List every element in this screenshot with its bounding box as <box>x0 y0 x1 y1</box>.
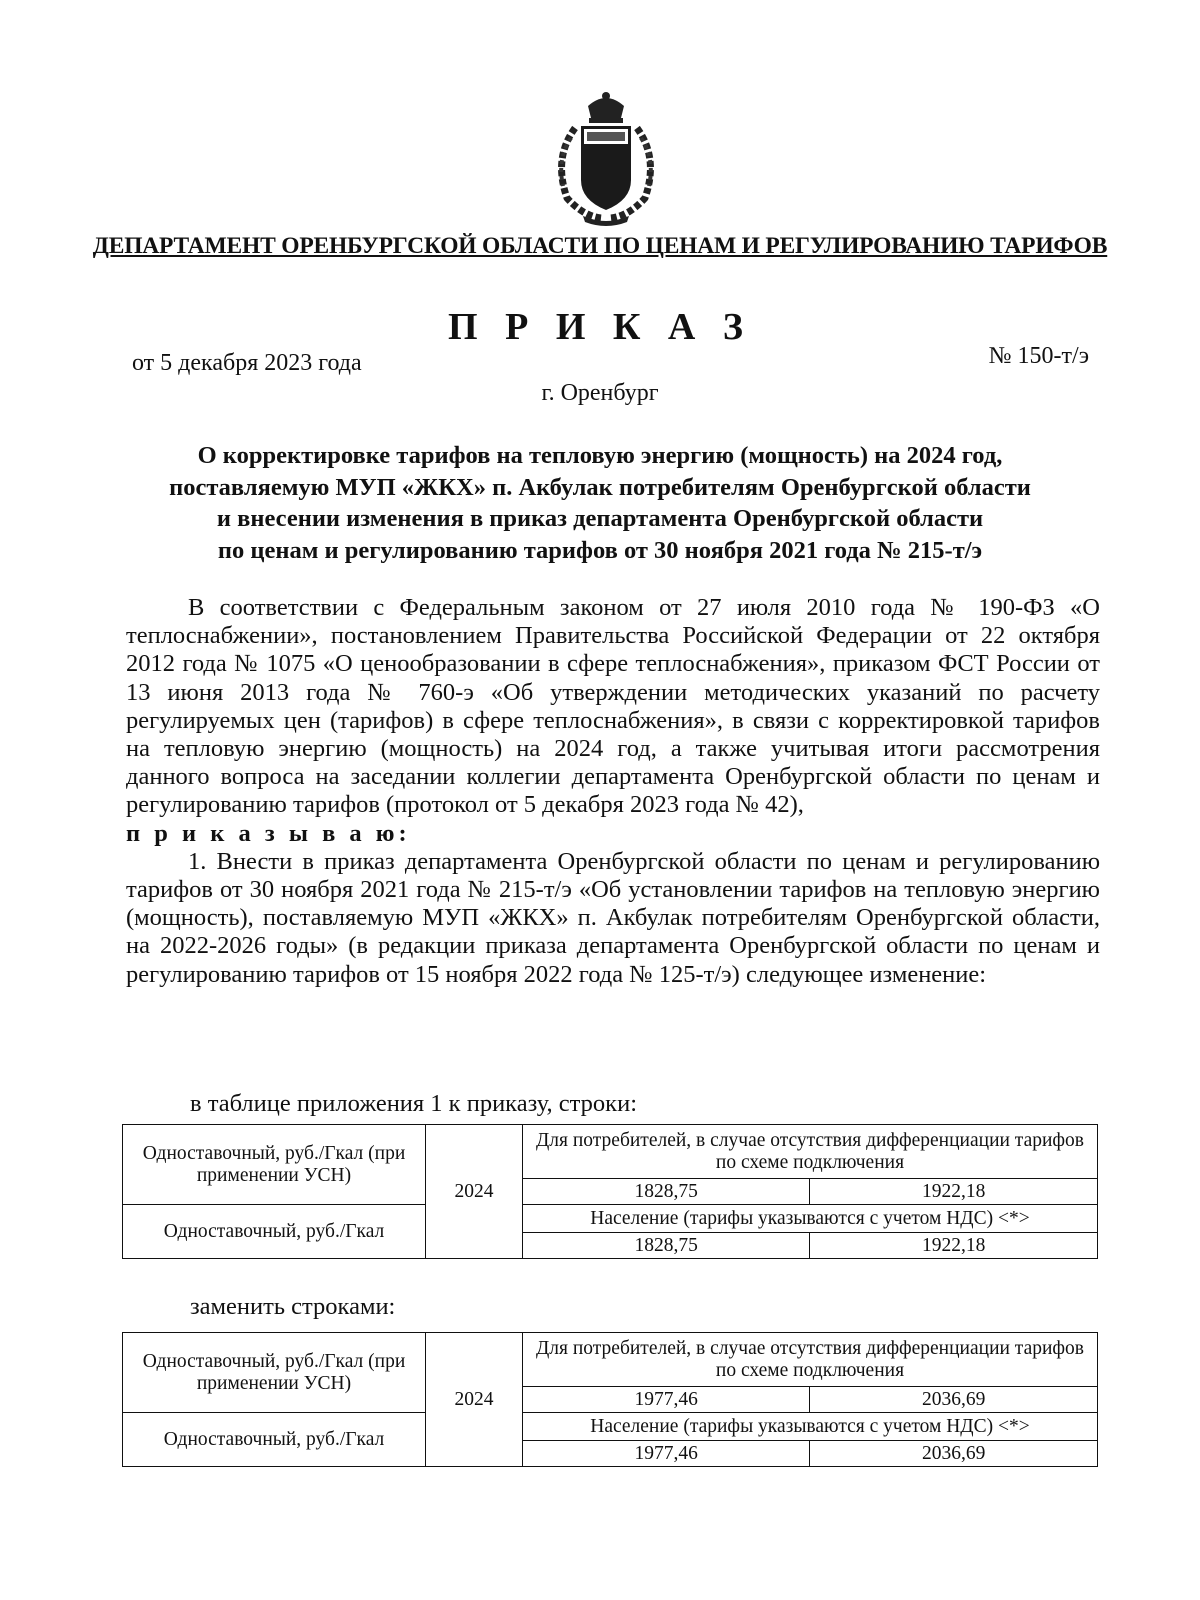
value-cell: 2036,69 <box>810 1441 1098 1467</box>
document-date: от 5 декабря 2023 года <box>132 350 362 376</box>
table-intro: в таблице приложения 1 к приказу, строки: <box>190 1090 638 1117</box>
title-line: и внесении изменения в приказ департамента Оренбургской области <box>216 505 984 532</box>
preamble-paragraph: В соответствии с Федеральным законом от 27 июля 2010 года № 190-ФЗ «О теплоснабжении», постановлением Правительства Российской Федерации от 22 октября 2012 года № 1075 «О ценообразовании в сфере теплоснабжения», приказом ФСТ России от 13 июня 2013 года № 760-э «Об утверждении методических указаний по расчету регулируемых цен (тарифов) в сфере теплоснабжения», в связи с корректировкой тарифов на тепловую энергию (мощность) на 2024 год, а также учитывая итоги рассмотрения данного вопроса на заседании коллегии департамента Оренбургской области по ценам и регулированию тарифов (протокол от 5 декабря 2023 года № 42), <box>126 594 1100 819</box>
document-city: г. Оренбург <box>541 380 659 406</box>
item-1-paragraph: 1. Внести в приказ департамента Оренбургской области по ценам и регулированию тарифов от 30 ноября 2021 года № 215-т/э «Об установлении тарифов на тепловую энергию (мощность), поставляемую МУП «ЖКХ» п. Акбулак потребителям Оренбургской области, на 2022-2026 годы» (в редакции приказа департамента Оренбургской области по ценам и регулированию тарифов от 15 ноября 2022 года № 125-т/э) следующее изменение: <box>126 847 1100 988</box>
title-line: по ценам и регулированию тарифов от 30 ноября 2021 года № 215-т/э <box>217 536 983 564</box>
group-header: Население (тарифы указываются с учетом НДС) <*> <box>523 1413 1098 1441</box>
title-line: поставляемую МУП «ЖКХ» п. Акбулак потребителям Оренбургской области <box>169 473 1031 501</box>
document-type: П Р И К А З <box>448 306 752 348</box>
document-title <box>80 440 1120 566</box>
value-cell: 1977,46 <box>523 1387 810 1413</box>
row-label: Одноставочный, руб./Гкал (при применении УСН) <box>123 1125 426 1205</box>
group-header: Население (тарифы указываются с учетом НДС) <*> <box>523 1205 1098 1233</box>
value-cell: 2036,69 <box>810 1387 1098 1413</box>
value-cell: 1828,75 <box>523 1179 810 1205</box>
document-body <box>126 594 1100 989</box>
tariff-table-new <box>122 1332 1098 1467</box>
group-header: Для потребителей, в случае отсутствия дифференциации тарифов по схеме подключения <box>523 1333 1098 1387</box>
tariff-table-old <box>122 1124 1098 1259</box>
decree-word-text: п р и к а з ы в а ю: <box>126 819 411 847</box>
document-number: № 150-т/э <box>988 343 1089 369</box>
decree-word <box>126 820 1100 848</box>
row-label: Одноставочный, руб./Гкал <box>123 1413 426 1467</box>
group-header: Для потребителей, в случае отсутствия дифференциации тарифов по схеме подключения <box>523 1125 1098 1179</box>
value-cell: 1922,18 <box>810 1179 1098 1205</box>
title-line: О корректировке тарифов на тепловую энергию (мощность) на 2024 год, <box>197 442 1003 469</box>
coat-of-arms-icon <box>543 88 669 228</box>
year-cell: 2024 <box>426 1333 523 1467</box>
value-cell: 1922,18 <box>810 1233 1098 1259</box>
row-label: Одноставочный, руб./Гкал <box>123 1205 426 1259</box>
replace-intro: заменить строками: <box>190 1293 396 1320</box>
value-cell: 1977,46 <box>523 1441 810 1467</box>
year-cell: 2024 <box>426 1125 523 1259</box>
row-label: Одноставочный, руб./Гкал (при применении УСН) <box>123 1333 426 1413</box>
department-name: ДЕПАРТАМЕНТ ОРЕНБУРГСКОЙ ОБЛАСТИ ПО ЦЕНАМ И РЕГУЛИРОВАНИЮ ТАРИФОВ <box>92 233 1108 259</box>
value-cell: 1828,75 <box>523 1233 810 1259</box>
